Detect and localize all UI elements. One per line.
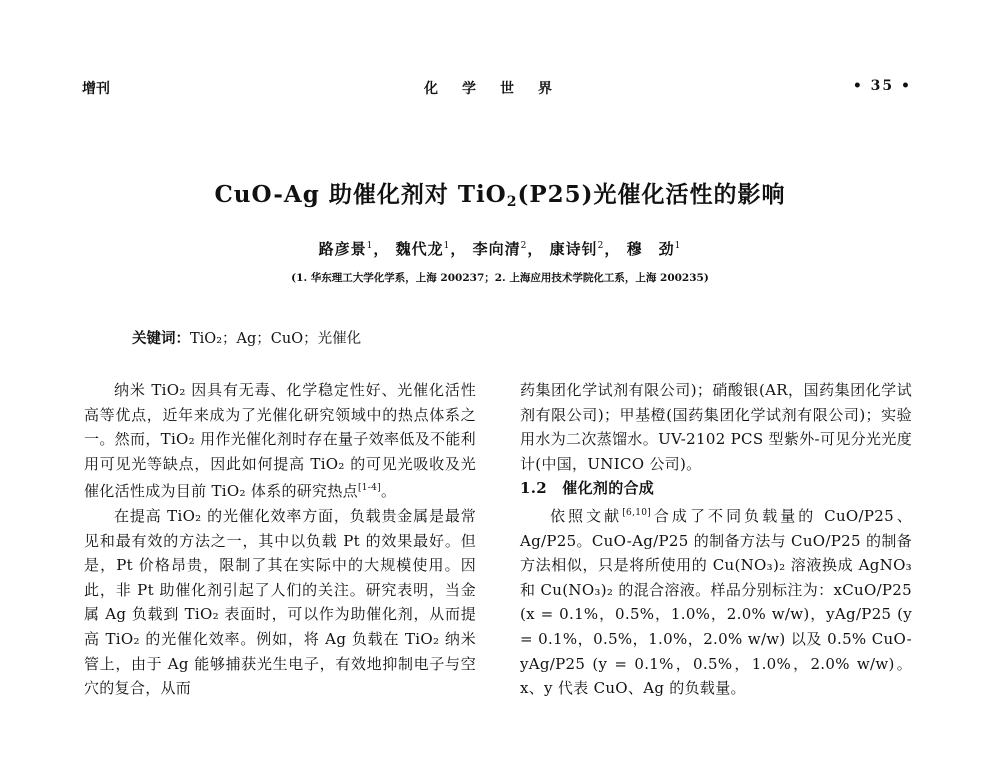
running-header-left: 增刊 xyxy=(82,81,110,97)
author: 魏代龙$^1$ xyxy=(395,240,451,258)
paragraph: 纳米 TiO₂ 因具有无毒、化学稳定性好、光催化活性高等优点，近年来成为了光催化研究领域中的热点体系之一。然而，TiO₂ 用作光催化剂时存在量子效率低及不能利用可见光等缺点，因此如何提高 TiO₂ 的可见光吸收及光催化活性成为目前 TiO₂ 体系的研究热点[1-4]。 xyxy=(84,381,476,501)
page-number: • 35 • xyxy=(852,78,912,94)
paragraph: 依照文献[6,10]合成了不同负载量的 CuO/P25、Ag/P25。CuO-Ag/P25 的制备方法与 CuO/P25 的制备方法相似，只是将所使用的 Cu(NO₃)₂ 溶液换成 AgNO₃ 和 Cu(NO₃)₂ 的混合溶液。样品分别标注为：xCuO/P25 (x = 0.1%，0.5%，1.0%，2.0% w/w)，yAg/P25 (y = 0.1%，0.5%，1.0%，2.0% w/w) 以及 0.5% CuO-yAg/P25 (y = 0.1%，0.5%，1.0%，2.0% w/w)。x、y 代表 CuO、Ag 的负载量。 xyxy=(520,506,913,698)
affiliation: (1. 华东理工大学化学系，上海 200237；2. 上海应用技术学院化工系，上海 200235) xyxy=(291,272,709,284)
title-subscript: 2 xyxy=(506,194,518,210)
author: 李向清$^2$ xyxy=(472,240,528,258)
section-heading: 1.2 催化剂的合成 xyxy=(520,479,655,498)
title-part1: CuO-Ag 助催化剂对 TiO xyxy=(214,181,507,208)
keywords-label: 关键词： xyxy=(132,330,190,347)
citation: [1-4] xyxy=(357,483,381,494)
author-list: 路彦景$^1$， 魏代龙$^1$， 李向清$^2$， 康诗钊$^2$， 穆 劲$^1$ xyxy=(318,240,682,258)
citation: [6,10] xyxy=(622,507,652,518)
paper-title xyxy=(0,176,1000,210)
journal-name: 化学世界 xyxy=(424,81,576,97)
paragraph: 药集团化学试剂有限公司)；硝酸银(AR，国药集团化学试剂有限公司)；甲基橙(国药集团化学试剂有限公司)；实验用水为二次蒸馏水。UV-2102 PCS 型紫外-可见分光光度计(中国，UNICO 公司)。 xyxy=(520,381,912,473)
keywords xyxy=(132,327,361,348)
keywords-items: TiO₂；Ag；CuO；光催化 xyxy=(190,331,362,347)
author: 穆 劲$^1$ xyxy=(626,240,682,258)
paragraph: 在提高 TiO₂ 的光催化效率方面，负载贵金属是最常见和最有效的方法之一，其中以负载 Pt 的效果最好。但是，Pt 价格昂贵，限制了其在实际中的大规模使用。因此，非 Pt 助催化剂引起了人们的关注。研究表明，当金属 Ag 负载到 TiO₂ 表面时，可以作为助催化剂，从而提高 TiO₂ 的光催化效率。例如，将 Ag 负载在 TiO₂ 纳米管上，由于 Ag 能够捕获光生电子，有效地抑制电子与空穴的复合，从而 xyxy=(84,506,476,698)
title-part2: (P25)光催化活性的影响 xyxy=(517,181,786,208)
author: 路彦景$^1$ xyxy=(318,240,374,258)
author: 康诗钊$^2$ xyxy=(549,240,605,258)
left-column xyxy=(84,378,476,701)
right-column xyxy=(520,378,912,701)
